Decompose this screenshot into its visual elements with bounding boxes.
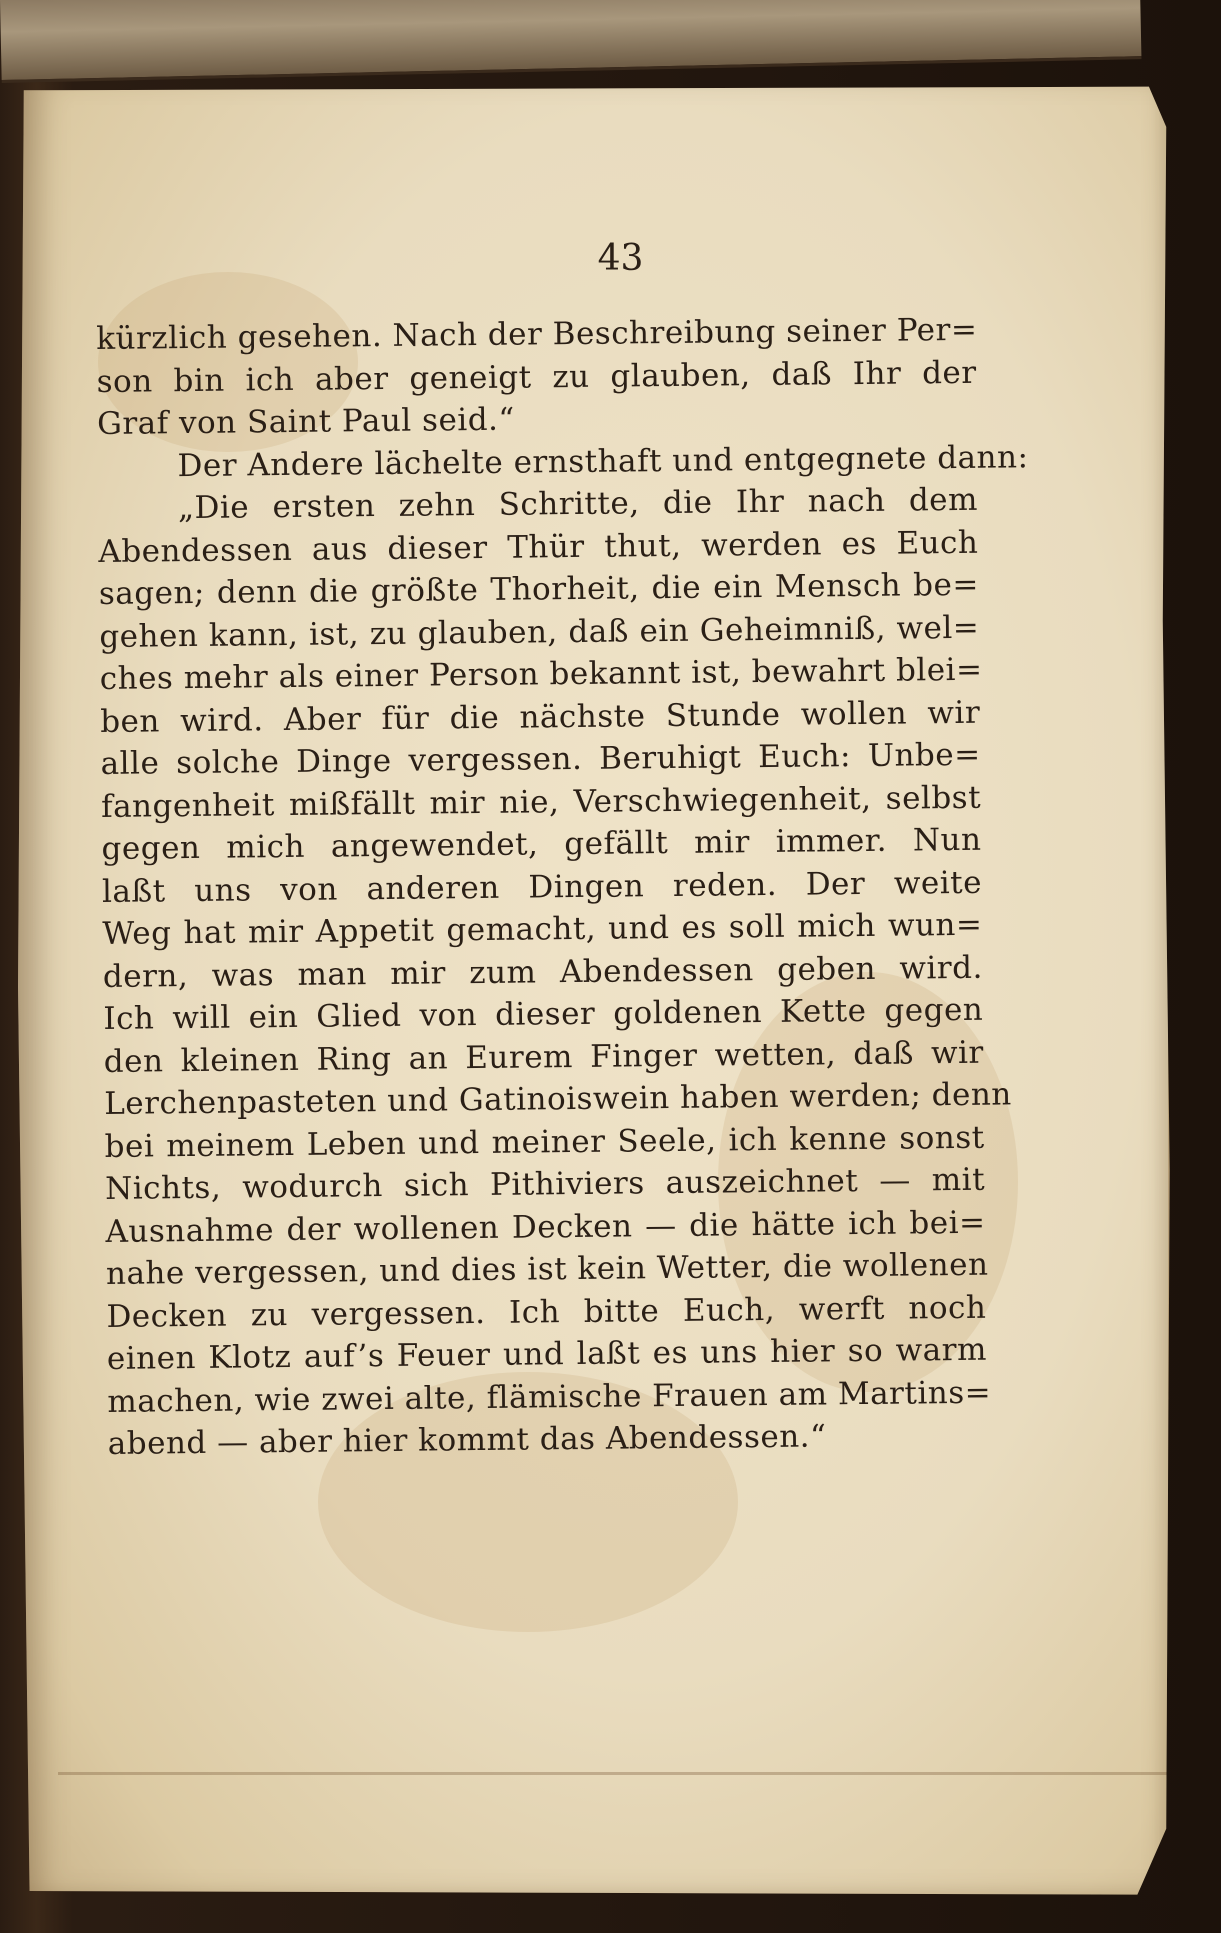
text-line: machen, wie zwei alte, flämische Frauen am Martins= bbox=[107, 1374, 992, 1420]
text-line: ches mehr als einer Person bekannt ist, bewahrt blei= bbox=[99, 651, 983, 697]
text-line: laßt uns von anderen Dingen reden. Der weite bbox=[101, 864, 983, 910]
page-fold-line bbox=[58, 1772, 1168, 1775]
text-line: Nichts, wodurch sich Pithiviers auszeichnet — mit bbox=[104, 1161, 986, 1207]
text-line: nahe vergessen, und dies ist kein Wetter, die wollenen bbox=[105, 1246, 989, 1292]
page-number: 43 bbox=[597, 238, 644, 279]
text-line: Ausnahme der wollenen Decken — die hätte ich bei= bbox=[105, 1204, 986, 1250]
text-line: ben wird. Aber für die nächste Stunde wollen wir bbox=[100, 694, 981, 740]
text-line: Abendessen aus dieser Thür thut, werden es Euch bbox=[98, 524, 979, 570]
text-line: son bin ich aber geneigt zu glauben, daß Ihr der bbox=[96, 354, 977, 400]
text-line: den kleinen Ring an Eurem Finger wetten, daß wir bbox=[103, 1034, 984, 1080]
text-line: Lerchenpasteten und Gatinoiswein haben werden; denn bbox=[104, 1076, 1012, 1122]
text-line: Decken zu vergessen. Ich bitte Euch, werft noch bbox=[106, 1289, 987, 1335]
text-line: gegen mich angewendet, gefällt mir immer. Nun bbox=[101, 821, 982, 867]
text-line: Der Andere lächelte ernsthaft und entgegnete dann: bbox=[177, 438, 1029, 484]
text-line: „Die ersten zehn Schritte, die Ihr nach dem bbox=[177, 481, 979, 527]
text-line: dern, was man mir zum Abendessen geben wird. bbox=[102, 949, 984, 995]
text-line: sagen; denn die größte Thorheit, die ein Mensch be= bbox=[98, 566, 980, 612]
text-line: einen Klotz auf’s Feuer und laßt es uns hier so warm bbox=[106, 1331, 988, 1377]
text-line: gehen kann, ist, zu glauben, daß ein Geheimniß, wel= bbox=[99, 609, 980, 655]
text-line: abend — aber hier kommt das Abendessen.“ bbox=[107, 1418, 827, 1462]
text-line: bei meinem Leben und meiner Seele, ich kenne sonst bbox=[104, 1119, 985, 1165]
text-line: Graf von Saint Paul seid.“ bbox=[96, 401, 515, 442]
text-line: Ich will ein Glied von dieser goldenen Kette gegen bbox=[103, 991, 984, 1037]
text-line: alle solche Dinge vergessen. Beruhigt Euch: Unbe= bbox=[100, 736, 981, 782]
text-line: fangenheit mißfällt mir nie, Verschwiegenheit, selbst bbox=[100, 779, 982, 825]
text-line: Weg hat mir Appetit gemacht, und es soll mich wun= bbox=[102, 906, 983, 952]
text-line: kürzlich gesehen. Nach der Beschreibung seiner Per= bbox=[96, 311, 978, 357]
body-text bbox=[96, 309, 1029, 1466]
